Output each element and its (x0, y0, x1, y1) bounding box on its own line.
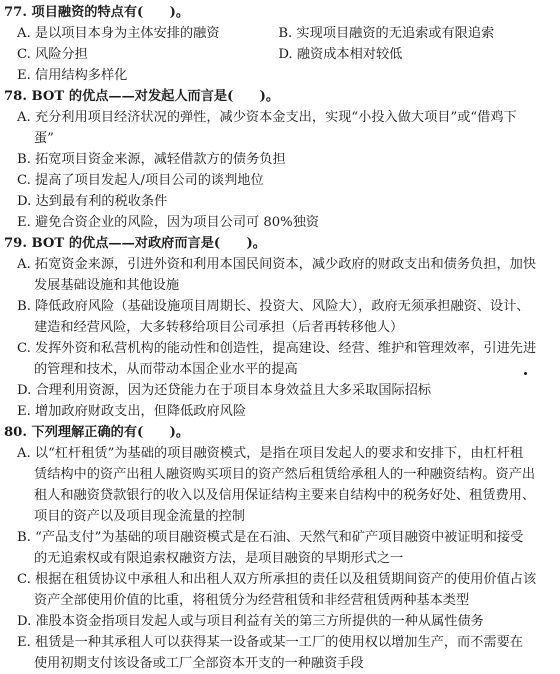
q78-option-a-line-2: 蛋” (34, 131, 54, 146)
q79-stem: 79. BOT 的优点——对政府而言是( )。 (4, 236, 266, 251)
stray-dot-mark (524, 372, 527, 375)
q78-option-d: D. 达到最有利的税收条件 (17, 194, 168, 209)
q77-options-row-1 (0, 23, 556, 44)
q79-option-b-line-2: 建造和经营风险，大多转移给项目公司承担（后者再转移他人） (34, 320, 404, 335)
q79-option-e: E. 增加政府财政支出，但降低政府风险 (17, 404, 247, 419)
q80-option-a-line-3: 租人和融资贷款银行的收入以及信用保证结构主要来自结构中的税务好处、租赁费用、 (34, 488, 536, 503)
q79-option-c-line-2: 的管理和技术，从而带动本国企业水平的提高 (34, 362, 298, 377)
q78-stem: 78. BOT 的优点——对发起人而言是( )。 (4, 89, 280, 104)
q80-option-a-line-4: 项目的资产以及项目现金流量的控制 (34, 509, 245, 524)
q79-option-d: D. 合理利用资源，因为还贷能力在于项目本身效益且大多采取国际招标 (17, 383, 432, 398)
q80-option-a-line-1: A. 以“杠杆租赁”为基础的项目融资模式，是指在项目发起人的要求和安排下，由杠杆租 (17, 446, 524, 461)
q77-option-c: C. 风险分担 (17, 47, 88, 62)
exam-page (0, 2, 556, 674)
q77-option-a: A. 是以项目本身为主体安排的融资 (17, 26, 220, 41)
q79-option-a-line-1: A. 拓宽资金来源，引进外资和利用本国民间资本，减少政府的财政支出和债务负担，加快 (17, 257, 537, 272)
q80-option-e-line-1: E. 租赁是一种其承租人可以获得某一设备或某一工厂的使用权以增加生产，而不需要在 (17, 635, 523, 650)
q80-option-b-line-2: 的无追索权或有限追索权融资方法，是项目融资的早期形式之一 (34, 551, 404, 566)
q79-option-b-line-1: B. 降低政府风险（基础设施项目周期长、投资大、风险大），政府无须承担融资、设计、 (17, 299, 530, 314)
q80-stem: 80. 下列理解正确的有( )。 (4, 425, 190, 440)
q80-option-e-line-2: 使用初期支付该设备或工厂全部资本开支的一种融资手段 (34, 656, 364, 671)
q78-option-b: B. 拓宽项目资金来源，减轻借款方的债务负担 (17, 152, 286, 167)
q77-option-b: B. 实现项目融资的无追索或有限追索 (278, 26, 495, 41)
q77-options-row-2 (0, 44, 556, 65)
q80-option-d: D. 准股本资金指项目发起人或与项目利益有关的第三方所提供的一种从属性债务 (17, 614, 484, 629)
q80-option-b-line-1: B. “产品支付”为基础的项目融资模式是在石油、天然气和矿产项目融资中被证明和接受 (17, 530, 524, 545)
q77-stem: 77. 项目融资的特点有( )。 (4, 5, 190, 20)
q78-option-e: E. 避免合资企业的风险，因为项目公司可 80%独资 (17, 215, 320, 230)
q80-option-a-line-2: 赁结构中的资产出租人融资购买项目的资产然后租赁给承租人的一种融资结构。资产出 (34, 467, 536, 482)
q79-option-c-line-1: C. 发挥外资和私营机构的能动性和创造性，提高建设、经营、维护和管理效率，引进先进 (17, 341, 537, 356)
q78-option-a-line-1: A. 充分利用项目经济状况的弹性，减少资本金支出，实现“小投入做大项目”或“借鸡下 (17, 110, 517, 125)
q77-option-e: E. 信用结构多样化 (17, 68, 128, 83)
q78-option-c: C. 提高了项目发起人/项目公司的谈判地位 (17, 173, 264, 188)
q79-option-a-line-2: 发展基础设施和其他设施 (34, 278, 180, 293)
q80-option-c-line-1: C. 根据在租赁协议中承租人和出租人双方所承担的责任以及租赁期间资产的使用价值占该 (17, 572, 537, 587)
q77-option-d: D. 融资成本相对较低 (278, 47, 403, 62)
q80-option-c-line-2: 资产全部使用价值的比重，将租赁分为经营租赁和非经营租赁两种基本类型 (34, 593, 470, 608)
